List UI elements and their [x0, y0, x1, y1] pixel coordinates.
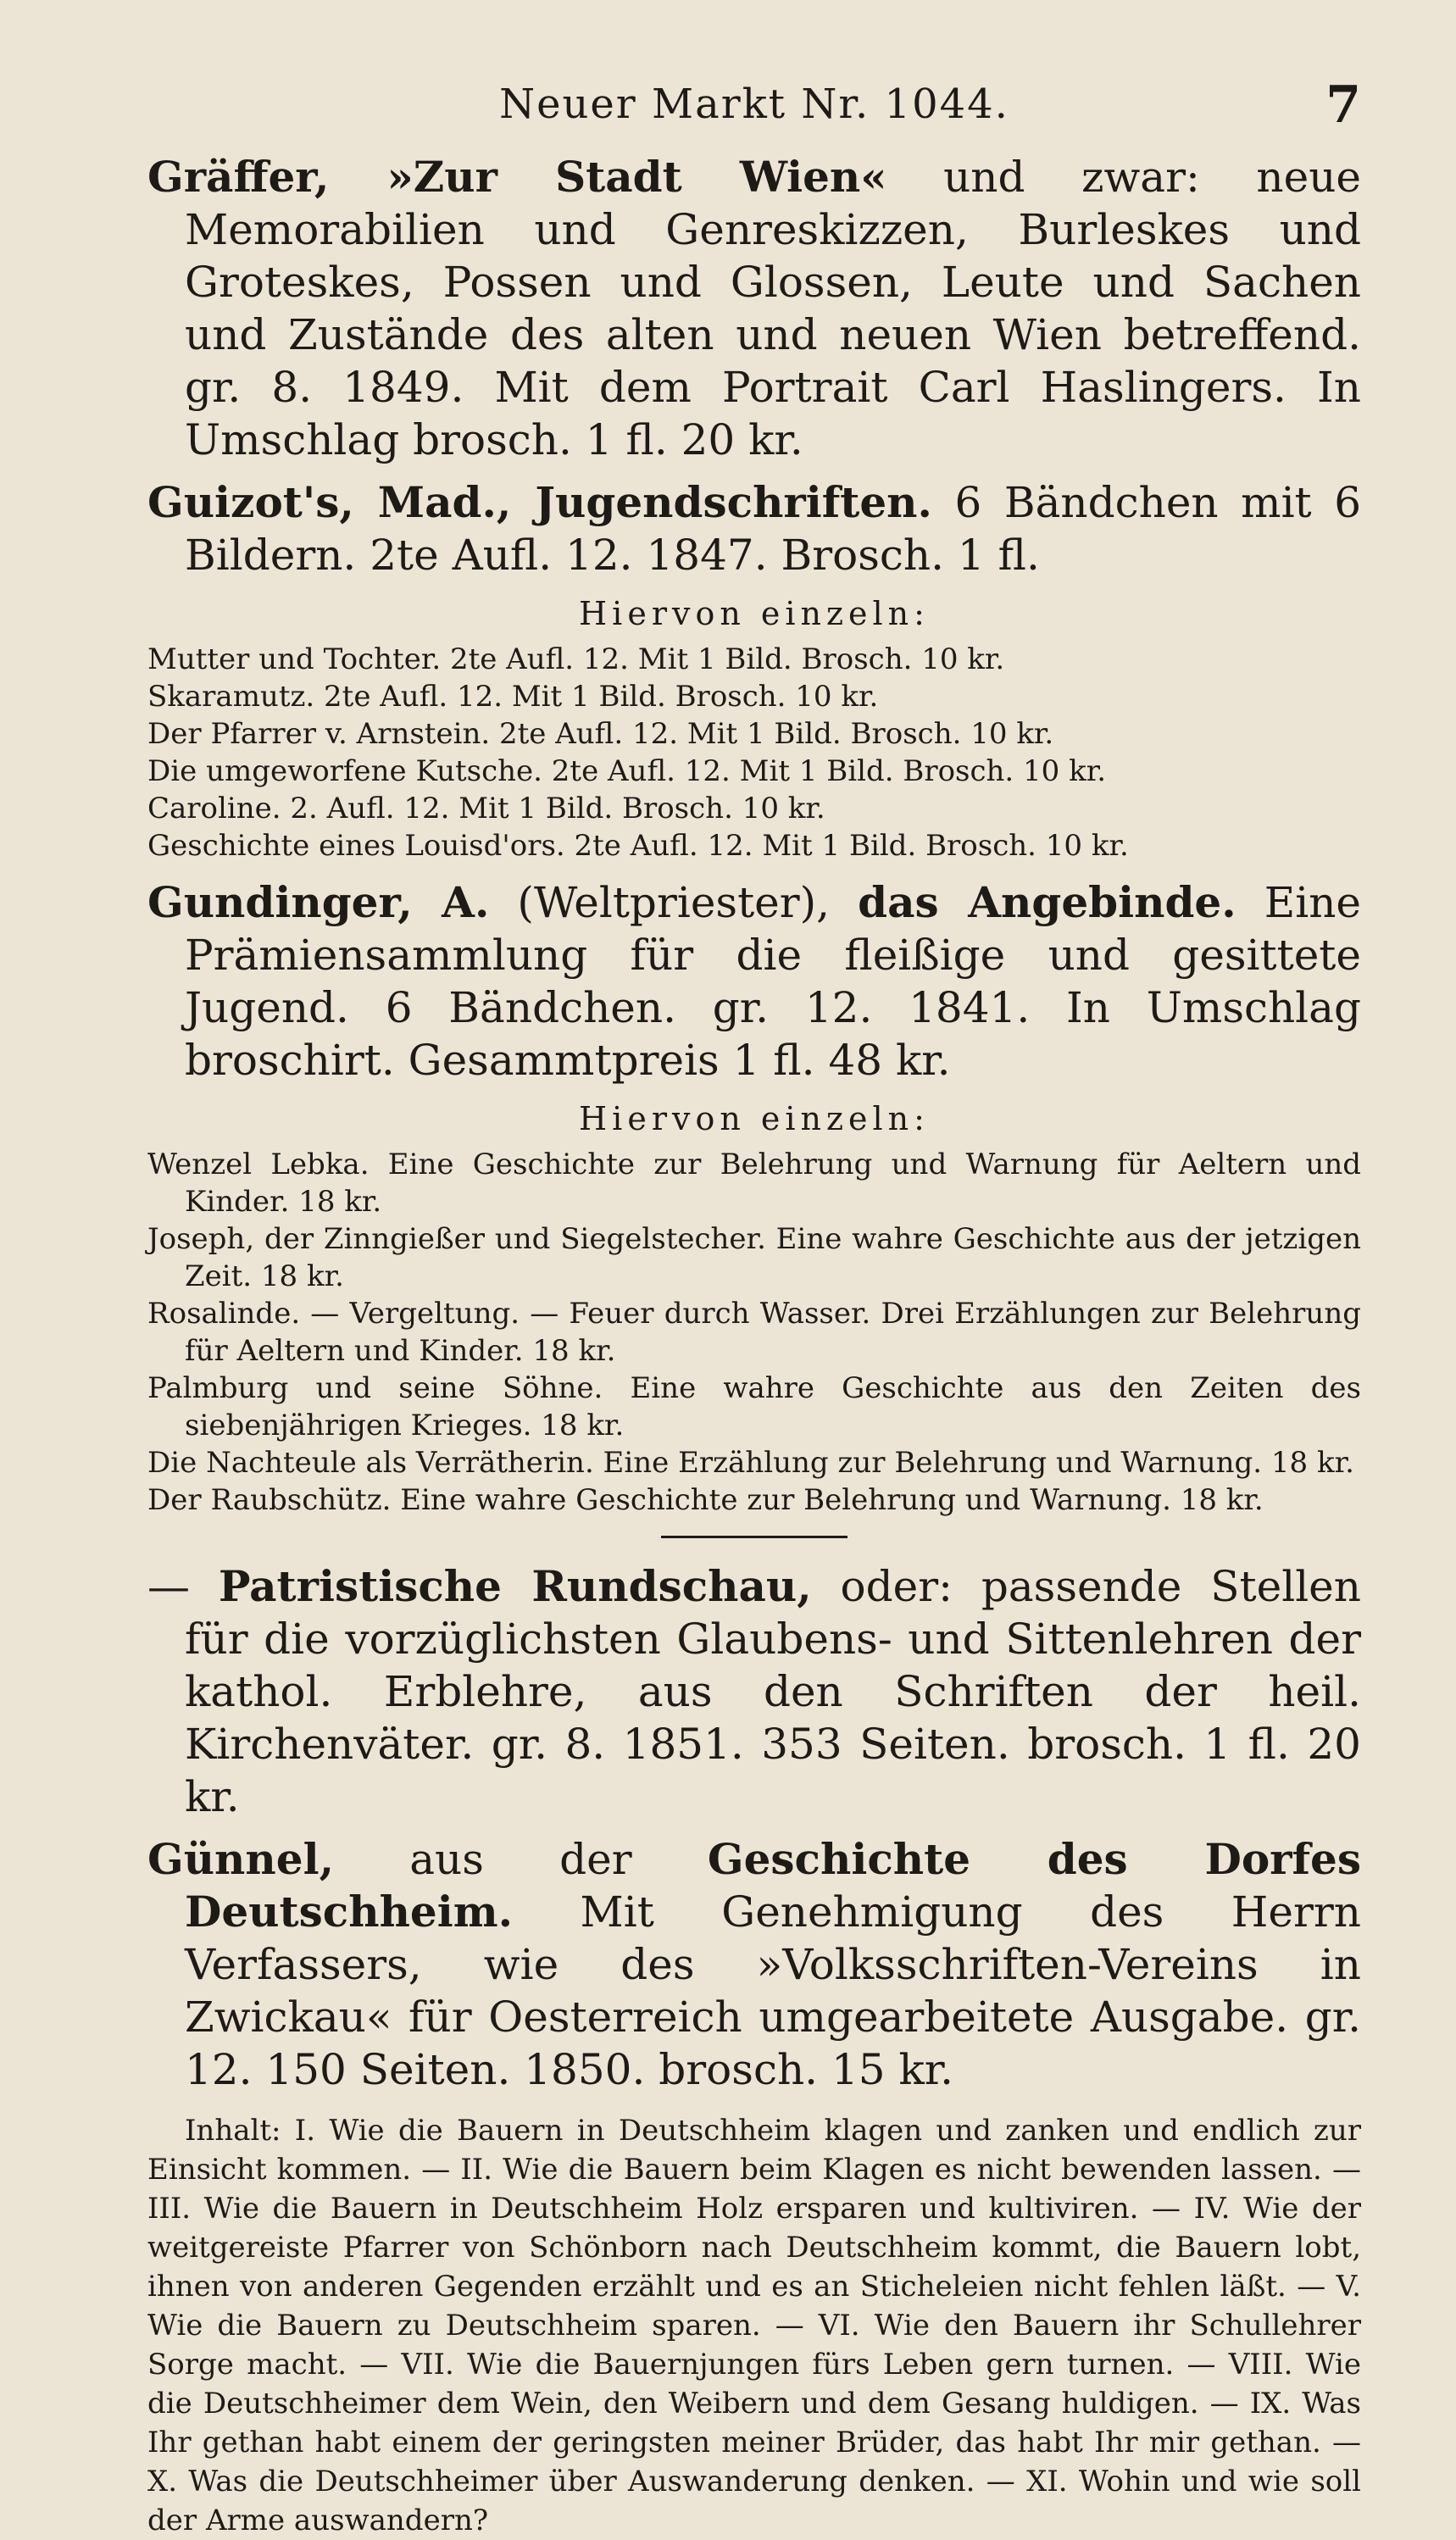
entry-title: Gundinger, A. [147, 877, 490, 927]
entry-title: Günnel, [147, 1834, 334, 1884]
entry-title: Guizot's, Mad., Jugendschriften. [147, 477, 932, 527]
subheading-single-volumes: Hiervon einzeln: [579, 1100, 930, 1137]
list-item: Die Nachteule als Verrätherin. Eine Erzählung zur Belehrung und Warnung. 18 kr. [147, 1446, 1354, 1480]
entry-guennel [147, 1833, 1361, 2096]
entry-body: und zwar: neue Memorabilien und Genreskizzen, Burleskes und Groteskes, Possen und Glossen, Leute und Sachen und Zustände des alten und neuen Wien betreffend. gr. 8. 1849. Mit dem Portrait Carl Haslingers. In Umschlag brosch. 1 fl. 20 kr. [185, 153, 1361, 464]
list-item: Joseph, der Zinngießer und Siegelstecher. Eine wahre Geschichte aus der jetzigen Zeit. 18 kr. [147, 1222, 1361, 1293]
list-item: Die umgeworfene Kutsche. 2te Aufl. 12. Mit 1 Bild. Brosch. 10 kr. [147, 754, 1107, 788]
list-item: Skaramutz. 2te Aufl. 12. Mit 1 Bild. Brosch. 10 kr. [147, 680, 879, 714]
entry-body: 6 Bändchen mit 6 Bildern. 2te Aufl. 12. 1847. Brosch. 1 fl. [185, 478, 1362, 580]
entry-work-title: Geschichte des Dorfes Deutschheim. [185, 1834, 1361, 1937]
list-item: Caroline. 2. Aufl. 12. Mit 1 Bild. Brosch. 10 kr. [147, 792, 825, 825]
entry-body: Mit Genehmigung des Herrn Verfassers, wie des »Volksschriften-Vereins in Zwickau« für Oesterreich umgearbeitete Ausgabe. gr. 12. 150 Seiten. 1850. brosch. 15 kr. [185, 1887, 1361, 2094]
list-item: Rosalinde. — Vergeltung. — Feuer durch Wasser. Drei Erzählungen zur Belehrung für Aeltern und Kinder. 18 kr. [147, 1297, 1361, 1368]
running-head [147, 75, 1361, 140]
entry-connector: aus der [333, 1835, 708, 1884]
entry-graeffer [147, 151, 1361, 466]
gundinger-volume-list [147, 1146, 1361, 1519]
guizot-volume-list [147, 641, 1361, 864]
page-number: 7 [1325, 75, 1361, 135]
subheading-single-volumes: Hiervon einzeln: [579, 595, 930, 632]
entry-work-title: das Angebinde. [858, 877, 1236, 927]
catalog-content [147, 151, 1361, 2540]
list-item: Der Pfarrer v. Arnstein. 2te Aufl. 12. Mit 1 Bild. Brosch. 10 kr. [147, 717, 1054, 751]
entry-body: Eine Prämiensammlung für die fleißige und gesittete Jugend. 6 Bändchen. gr. 12. 1841. In Umschlag broschirt. Gesammtpreis 1 fl. 48 kr. [185, 878, 1361, 1085]
entry-title: Patristische Rundschau, [218, 1561, 812, 1611]
entry-gundinger [147, 876, 1361, 1087]
list-item: Mutter und Tochter. 2te Aufl. 12. Mit 1 Bild. Brosch. 10 kr. [147, 642, 1005, 676]
table-of-contents: Inhalt: I. Wie die Bauern in Deutschheim klagen und zanken und endlich zur Einsicht kommen. — II. Wie die Bauern beim Klagen es nicht bewenden lassen. — III. Wie die Bauern in Deutschheim Holz ersparen und kultiviren. — IV. Wie der weitgereiste Pfarrer von Schönborn nach Deutschheim kommt, die Bauern lobt, ihnen von anderen Gegenden erzählt und es an Sticheleien nicht fehlen läßt. — V. Wie die Bauern zu Deutschheim sparen. — VI. Wie den Bauern ihr Schullehrer Sorge macht. — VII. Wie die Bauernjungen fürs Leben gern turnen. — VIII. Wie die Deutschheimer dem Wein, den Weibern und dem Gesang huldigen. — IX. Was Ihr gethan habt einem der geringsten meiner Brüder, das habt Ihr mir gethan. — X. Was die Deutschheimer über Auswanderung denken. — XI. Wohin und wie soll der Arme auswandern? [147, 2114, 1361, 2537]
list-item: Der Raubschütz. Eine wahre Geschichte zur Belehrung und Warnung. 18 kr. [147, 1483, 1264, 1517]
list-item: Wenzel Lebka. Eine Geschichte zur Belehrung und Warnung für Aeltern und Kinder. 18 kr. [147, 1148, 1361, 1219]
entry-author-note: (Weltpriester), [489, 878, 859, 927]
entry-body: oder: passende Stellen für die vorzüglichsten Glaubens- und Sittenlehren der kathol. Erblehre, aus den Schriften der heil. Kirchenväter. gr. 8. 1851. 353 Seiten. brosch. 1 fl. 20 kr. [185, 1562, 1361, 1821]
list-item: Palmburg und seine Söhne. Eine wahre Geschichte aus den Zeiten des siebenjährigen Krieges. 18 kr. [147, 1371, 1361, 1442]
entry-title: Gräffer, »Zur Stadt Wien« [147, 152, 887, 202]
ditto-dash: — [147, 1562, 219, 1611]
entry-guizot [147, 476, 1361, 581]
entry-patristische-rundschau [147, 1560, 1361, 1823]
list-item: Geschichte eines Louisd'ors. 2te Aufl. 12. Mit 1 Bild. Brosch. 10 kr. [147, 829, 1129, 863]
section-divider [661, 1536, 847, 1538]
running-title: Neuer Markt Nr. 1044. [499, 81, 1009, 128]
